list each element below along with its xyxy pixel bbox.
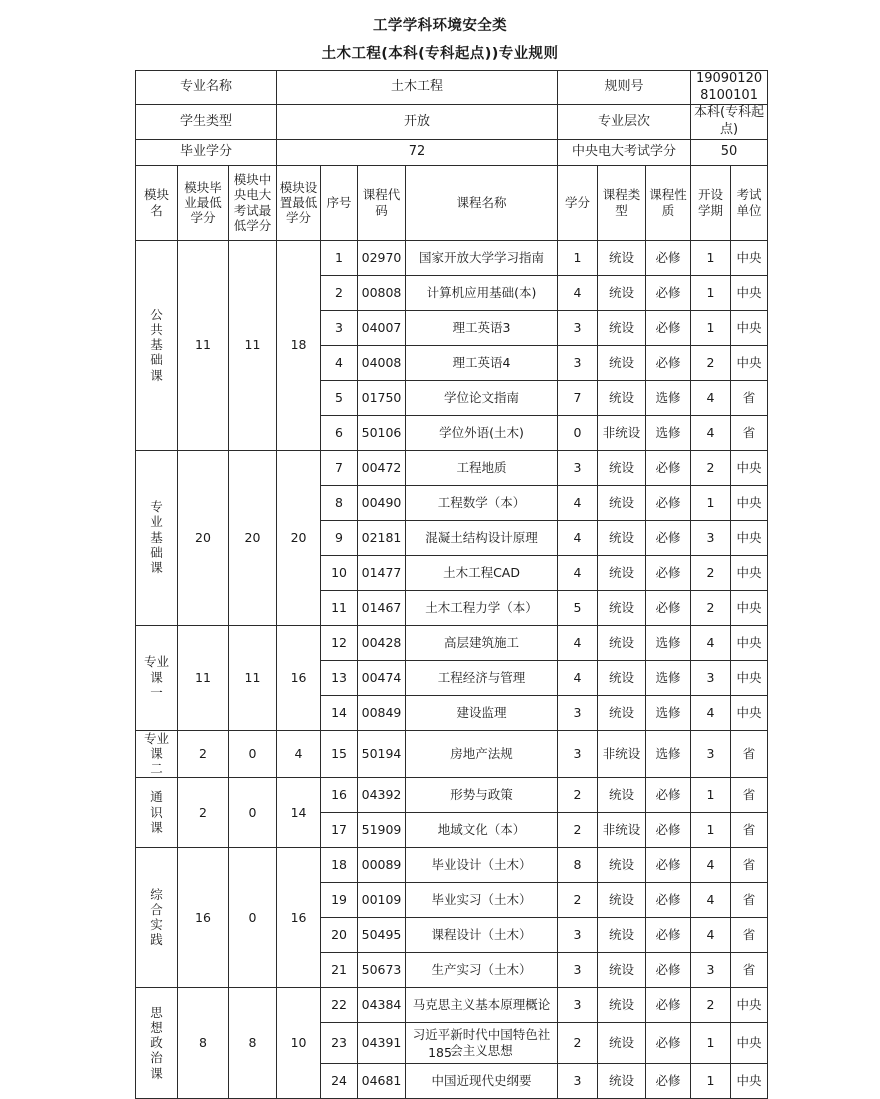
course-type-cell: 统设: [598, 1064, 646, 1099]
course-nature-cell: 选修: [646, 625, 691, 660]
course-type-cell: 统设: [598, 450, 646, 485]
course-name-cell: 工程数学（本）: [406, 485, 558, 520]
course-credits-cell: 5: [558, 590, 598, 625]
course-term-cell: 2: [691, 450, 731, 485]
course-credits-cell: 0: [558, 415, 598, 450]
module-name-text: 通 识 课: [150, 789, 163, 835]
header-course-nature: 课程性质: [646, 165, 691, 240]
course-seq-cell: 9: [321, 520, 358, 555]
course-row: [136, 730, 768, 778]
course-credits-cell: 2: [558, 813, 598, 848]
header-module-min-set-credits: 模块设置最低学分: [277, 165, 321, 240]
course-credits-cell: 8: [558, 848, 598, 883]
header-term: 开设学期: [691, 165, 731, 240]
course-name-cell: 地域文化（本）: [406, 813, 558, 848]
course-nature-cell: 必修: [646, 1064, 691, 1099]
course-type-cell: 统设: [598, 778, 646, 813]
course-code-cell: 50194: [358, 730, 406, 778]
module-central-exam-min-credits-cell: 0: [229, 730, 277, 778]
course-name-cell: 土木工程CAD: [406, 555, 558, 590]
module-name-cell: [136, 848, 178, 988]
course-nature-cell: 选修: [646, 380, 691, 415]
info-row: [136, 71, 768, 105]
course-type-cell: 统设: [598, 1023, 646, 1064]
course-type-cell: 统设: [598, 240, 646, 275]
info-value-left: 开放: [277, 105, 558, 139]
course-name-cell: 混凝土结构设计原理: [406, 520, 558, 555]
course-seq-cell: 20: [321, 918, 358, 953]
course-nature-cell: 必修: [646, 848, 691, 883]
course-seq-cell: 10: [321, 555, 358, 590]
module-name-cell: [136, 778, 178, 848]
course-seq-cell: 24: [321, 1064, 358, 1099]
course-type-cell: 统设: [598, 275, 646, 310]
course-exam-unit-cell: 中央: [731, 988, 768, 1023]
module-min-set-credits-cell: 16: [277, 848, 321, 988]
course-code-cell: 00428: [358, 625, 406, 660]
course-nature-cell: 选修: [646, 695, 691, 730]
course-term-cell: 2: [691, 590, 731, 625]
course-seq-cell: 22: [321, 988, 358, 1023]
course-seq-cell: 13: [321, 660, 358, 695]
course-code-cell: 04391: [358, 1023, 406, 1064]
course-name-cell: 课程设计（土木）: [406, 918, 558, 953]
course-code-cell: 00808: [358, 275, 406, 310]
course-seq-cell: 16: [321, 778, 358, 813]
course-credits-cell: 7: [558, 380, 598, 415]
header-module-min-grad-credits: 模块毕业最低学分: [178, 165, 229, 240]
module-min-grad-credits-cell: 2: [178, 778, 229, 848]
course-type-cell: 统设: [598, 883, 646, 918]
course-nature-cell: 必修: [646, 520, 691, 555]
course-type-cell: 统设: [598, 590, 646, 625]
course-type-cell: 统设: [598, 380, 646, 415]
course-credits-cell: 2: [558, 883, 598, 918]
course-code-cell: 02970: [358, 240, 406, 275]
course-seq-cell: 8: [321, 485, 358, 520]
course-type-cell: 统设: [598, 310, 646, 345]
course-credits-cell: 3: [558, 450, 598, 485]
module-name-text: 专业课 一: [143, 654, 169, 700]
info-row: [136, 105, 768, 139]
course-credits-cell: 3: [558, 918, 598, 953]
course-nature-cell: 选修: [646, 730, 691, 778]
rules-table-container: [135, 70, 765, 1099]
course-exam-unit-cell: 中央: [731, 660, 768, 695]
course-type-cell: 统设: [598, 520, 646, 555]
course-name-cell: 毕业实习（土木）: [406, 883, 558, 918]
info-label-right: 专业层次: [558, 105, 691, 139]
course-credits-cell: 3: [558, 730, 598, 778]
course-code-cell: 00089: [358, 848, 406, 883]
course-term-cell: 4: [691, 695, 731, 730]
course-credits-cell: 3: [558, 345, 598, 380]
module-min-grad-credits-cell: 11: [178, 625, 229, 730]
course-term-cell: 4: [691, 848, 731, 883]
course-term-cell: 1: [691, 1064, 731, 1099]
course-code-cell: 00472: [358, 450, 406, 485]
course-exam-unit-cell: 中央: [731, 520, 768, 555]
course-nature-cell: 必修: [646, 310, 691, 345]
course-credits-cell: 4: [558, 275, 598, 310]
course-credits-cell: 3: [558, 310, 598, 345]
course-credits-cell: 1: [558, 240, 598, 275]
course-type-cell: 统设: [598, 660, 646, 695]
course-code-cell: 04008: [358, 345, 406, 380]
header-course-name: 课程名称: [406, 165, 558, 240]
course-credits-cell: 4: [558, 485, 598, 520]
info-value-left: 72: [277, 139, 558, 165]
course-exam-unit-cell: 省: [731, 918, 768, 953]
module-name-text: 专 业 基 础 课: [150, 499, 163, 575]
course-name-cell: 工程地质: [406, 450, 558, 485]
course-term-cell: 4: [691, 380, 731, 415]
header-course-type: 课程类型: [598, 165, 646, 240]
header-exam-unit: 考试单位: [731, 165, 768, 240]
course-nature-cell: 必修: [646, 918, 691, 953]
course-type-cell: 统设: [598, 918, 646, 953]
course-code-cell: 00490: [358, 485, 406, 520]
course-nature-cell: 必修: [646, 883, 691, 918]
module-central-exam-min-credits-cell: 8: [229, 988, 277, 1099]
course-row: [136, 988, 768, 1023]
course-exam-unit-cell: 省: [731, 953, 768, 988]
course-code-cell: 04384: [358, 988, 406, 1023]
course-nature-cell: 必修: [646, 953, 691, 988]
course-exam-unit-cell: 省: [731, 883, 768, 918]
course-row: [136, 625, 768, 660]
course-code-cell: 00474: [358, 660, 406, 695]
course-term-cell: 1: [691, 240, 731, 275]
course-nature-cell: 必修: [646, 450, 691, 485]
course-code-cell: 04392: [358, 778, 406, 813]
course-name-cell: 毕业设计（土木）: [406, 848, 558, 883]
module-name-text: 公 共 基 础 课: [150, 306, 163, 383]
module-min-grad-credits-cell: 2: [178, 730, 229, 778]
course-seq-cell: 21: [321, 953, 358, 988]
course-term-cell: 1: [691, 813, 731, 848]
course-term-cell: 4: [691, 883, 731, 918]
course-exam-unit-cell: 中央: [731, 1064, 768, 1099]
course-code-cell: 50495: [358, 918, 406, 953]
course-term-cell: 1: [691, 1023, 731, 1064]
module-min-set-credits-cell: 10: [277, 988, 321, 1099]
course-credits-cell: 4: [558, 520, 598, 555]
course-name-cell: 马克思主义基本原理概论: [406, 988, 558, 1023]
course-term-cell: 1: [691, 275, 731, 310]
course-name-cell: 高层建筑施工: [406, 625, 558, 660]
course-type-cell: 非统设: [598, 813, 646, 848]
course-code-cell: 50673: [358, 953, 406, 988]
course-type-cell: 非统设: [598, 730, 646, 778]
course-seq-cell: 12: [321, 625, 358, 660]
info-value-right: 50: [691, 139, 768, 165]
course-seq-cell: 7: [321, 450, 358, 485]
course-exam-unit-cell: 中央: [731, 345, 768, 380]
module-min-set-credits-cell: 18: [277, 240, 321, 450]
info-label-left: 专业名称: [136, 71, 277, 105]
course-type-cell: 统设: [598, 848, 646, 883]
course-code-cell: 02181: [358, 520, 406, 555]
info-value-right: 190901208100101: [691, 71, 768, 105]
course-name-cell: 理工英语4: [406, 345, 558, 380]
course-type-cell: 统设: [598, 555, 646, 590]
module-name-cell: [136, 988, 178, 1099]
course-term-cell: 2: [691, 988, 731, 1023]
course-type-cell: 统设: [598, 625, 646, 660]
course-name-cell: 房地产法规: [406, 730, 558, 778]
course-seq-cell: 4: [321, 345, 358, 380]
course-term-cell: 3: [691, 660, 731, 695]
course-nature-cell: 必修: [646, 778, 691, 813]
module-min-set-credits-cell: 14: [277, 778, 321, 848]
course-type-cell: 统设: [598, 988, 646, 1023]
course-seq-cell: 23: [321, 1023, 358, 1064]
course-term-cell: 3: [691, 953, 731, 988]
course-seq-cell: 17: [321, 813, 358, 848]
info-value-left: 土木工程: [277, 71, 558, 105]
info-value-right: 本科(专科起点): [691, 105, 768, 139]
course-code-cell: 51909: [358, 813, 406, 848]
course-exam-unit-cell: 中央: [731, 625, 768, 660]
course-seq-cell: 5: [321, 380, 358, 415]
course-name-cell: 建设监理: [406, 695, 558, 730]
course-exam-unit-cell: 省: [731, 415, 768, 450]
course-credits-cell: 3: [558, 953, 598, 988]
course-seq-cell: 18: [321, 848, 358, 883]
course-term-cell: 2: [691, 345, 731, 380]
course-credits-cell: 3: [558, 1064, 598, 1099]
course-seq-cell: 3: [321, 310, 358, 345]
module-min-set-credits-cell: 20: [277, 450, 321, 625]
course-seq-cell: 11: [321, 590, 358, 625]
course-nature-cell: 必修: [646, 590, 691, 625]
course-name-cell: 学位外语(土木): [406, 415, 558, 450]
module-min-grad-credits-cell: 20: [178, 450, 229, 625]
module-min-grad-credits-cell: 16: [178, 848, 229, 988]
course-code-cell: 01750: [358, 380, 406, 415]
course-nature-cell: 必修: [646, 485, 691, 520]
course-exam-unit-cell: 省: [731, 778, 768, 813]
module-min-set-credits-cell: 16: [277, 625, 321, 730]
module-min-set-credits-cell: 4: [277, 730, 321, 778]
course-type-cell: 非统设: [598, 415, 646, 450]
course-code-cell: 00109: [358, 883, 406, 918]
course-code-cell: 50106: [358, 415, 406, 450]
course-name-cell: 形势与政策: [406, 778, 558, 813]
course-term-cell: 2: [691, 555, 731, 590]
course-seq-cell: 1: [321, 240, 358, 275]
course-nature-cell: 选修: [646, 660, 691, 695]
course-term-cell: 1: [691, 778, 731, 813]
module-name-text: 综 合 实 践: [150, 886, 163, 948]
course-nature-cell: 必修: [646, 240, 691, 275]
course-credits-cell: 2: [558, 1023, 598, 1064]
document-title-main: 土木工程(本科(专科起点))专业规则: [321, 46, 559, 62]
course-exam-unit-cell: 中央: [731, 310, 768, 345]
info-label-right: 规则号: [558, 71, 691, 105]
course-name-cell: 生产实习（土木）: [406, 953, 558, 988]
course-exam-unit-cell: 中央: [731, 450, 768, 485]
course-seq-cell: 15: [321, 730, 358, 778]
info-label-left: 毕业学分: [136, 139, 277, 165]
page-number: 185: [428, 1045, 452, 1060]
module-name-text: 专业课 二: [143, 730, 169, 776]
course-exam-unit-cell: 中央: [731, 1023, 768, 1064]
module-min-grad-credits-cell: 8: [178, 988, 229, 1099]
header-module-central-exam-min-credits: 模块中央电大考试最低学分: [229, 165, 277, 240]
course-nature-cell: 必修: [646, 555, 691, 590]
course-exam-unit-cell: 省: [731, 813, 768, 848]
course-name-cell: 土木工程力学（本）: [406, 590, 558, 625]
header-module-name: 模块名: [136, 165, 178, 240]
course-name-cell: 计算机应用基础(本): [406, 275, 558, 310]
course-exam-unit-cell: 中央: [731, 275, 768, 310]
course-name-cell: 国家开放大学学习指南: [406, 240, 558, 275]
info-label-left: 学生类型: [136, 105, 277, 139]
course-type-cell: 统设: [598, 953, 646, 988]
course-nature-cell: 必修: [646, 988, 691, 1023]
course-code-cell: 00849: [358, 695, 406, 730]
course-name-cell: 中国近现代史纲要: [406, 1064, 558, 1099]
module-name-cell: [136, 240, 178, 450]
course-term-cell: 1: [691, 485, 731, 520]
course-exam-unit-cell: 中央: [731, 485, 768, 520]
course-seq-cell: 14: [321, 695, 358, 730]
course-nature-cell: 必修: [646, 345, 691, 380]
module-name-cell: [136, 625, 178, 730]
course-exam-unit-cell: 省: [731, 848, 768, 883]
course-credits-cell: 4: [558, 660, 598, 695]
course-type-cell: 统设: [598, 695, 646, 730]
module-central-exam-min-credits-cell: 0: [229, 778, 277, 848]
module-central-exam-min-credits-cell: 11: [229, 240, 277, 450]
document-title-category: 工学学科环境安全类: [372, 18, 508, 34]
course-seq-cell: 19: [321, 883, 358, 918]
module-name-cell: [136, 450, 178, 625]
course-seq-cell: 6: [321, 415, 358, 450]
module-central-exam-min-credits-cell: 20: [229, 450, 277, 625]
course-exam-unit-cell: 中央: [731, 590, 768, 625]
course-row: [136, 450, 768, 485]
course-term-cell: 3: [691, 730, 731, 778]
course-nature-cell: 必修: [646, 1023, 691, 1064]
course-code-cell: 01477: [358, 555, 406, 590]
course-exam-unit-cell: 中央: [731, 555, 768, 590]
course-nature-cell: 选修: [646, 415, 691, 450]
course-name-cell: 学位论文指南: [406, 380, 558, 415]
course-type-cell: 统设: [598, 485, 646, 520]
module-min-grad-credits-cell: 11: [178, 240, 229, 450]
course-credits-cell: 3: [558, 988, 598, 1023]
course-term-cell: 4: [691, 918, 731, 953]
course-type-cell: 统设: [598, 345, 646, 380]
course-credits-cell: 2: [558, 778, 598, 813]
course-name-cell: 工程经济与管理: [406, 660, 558, 695]
module-name-text: 思 想 政 治 课: [150, 1004, 163, 1081]
course-code-cell: 01467: [358, 590, 406, 625]
header-seq: 序号: [321, 165, 358, 240]
course-exam-unit-cell: 中央: [731, 240, 768, 275]
module-central-exam-min-credits-cell: 0: [229, 848, 277, 988]
header-course-code: 课程代码: [358, 165, 406, 240]
module-central-exam-min-credits-cell: 11: [229, 625, 277, 730]
course-term-cell: 4: [691, 625, 731, 660]
course-nature-cell: 必修: [646, 275, 691, 310]
course-code-cell: 04681: [358, 1064, 406, 1099]
course-row: [136, 240, 768, 275]
course-seq-cell: 2: [321, 275, 358, 310]
course-exam-unit-cell: 中央: [731, 695, 768, 730]
major-rules-table: [135, 70, 768, 1099]
module-name-cell: [136, 730, 178, 778]
course-row: [136, 848, 768, 883]
course-nature-cell: 必修: [646, 813, 691, 848]
header-credits: 学分: [558, 165, 598, 240]
course-exam-unit-cell: 省: [731, 380, 768, 415]
table-header-row: [136, 165, 768, 240]
course-name-cell: 理工英语3: [406, 310, 558, 345]
course-term-cell: 1: [691, 310, 731, 345]
info-row: [136, 139, 768, 165]
course-credits-cell: 4: [558, 625, 598, 660]
course-exam-unit-cell: 省: [731, 730, 768, 778]
course-term-cell: 4: [691, 415, 731, 450]
course-credits-cell: 3: [558, 695, 598, 730]
info-label-right: 中央电大考试学分: [558, 139, 691, 165]
course-credits-cell: 4: [558, 555, 598, 590]
course-row: [136, 778, 768, 813]
course-code-cell: 04007: [358, 310, 406, 345]
course-term-cell: 3: [691, 520, 731, 555]
course-name-cell: 习近平新时代中国特色社会主义思想: [406, 1023, 558, 1064]
